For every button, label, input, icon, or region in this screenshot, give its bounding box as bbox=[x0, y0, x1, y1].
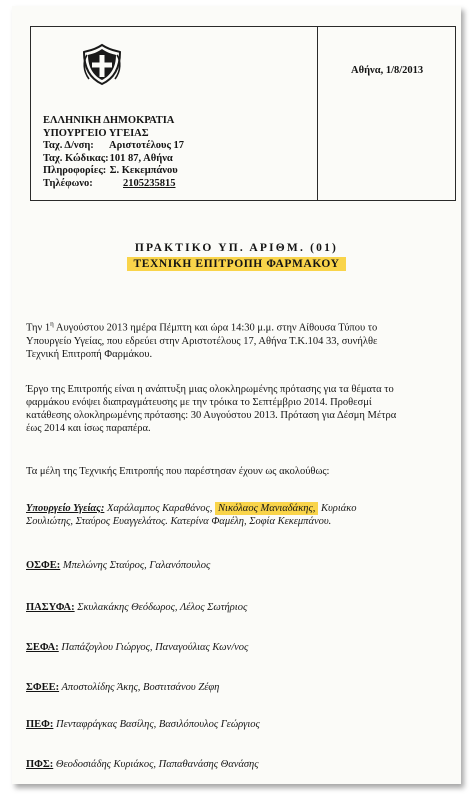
contact-value: Σ. Κεκεμπάνου bbox=[109, 165, 178, 176]
document-date: Αθήνα, 1/8/2013 bbox=[351, 65, 424, 76]
contact-info bbox=[43, 165, 184, 178]
member-names: Παπάζογλου Γιώργος, Παναγούλιας Κων/νος bbox=[58, 642, 249, 653]
issuer-line: ΥΠΟΥΡΓΕΙΟ ΥΓΕΙΑΣ bbox=[43, 127, 149, 139]
issuer-line: ΕΛΛΗΝΙΚΗ ΔΗΜΟΚΡΑΤΙΑ bbox=[43, 115, 175, 126]
org-name: ΠΕΦ: bbox=[26, 719, 54, 730]
member-names: Πενταφράγκας Βασίλης, Βασιλόπουλος Γεώργιος bbox=[53, 719, 260, 730]
paragraph-meeting bbox=[26, 318, 461, 361]
contact-label: Πληροφορίες: bbox=[43, 165, 107, 176]
contact-value: 2105235815 bbox=[123, 177, 176, 189]
contact-label: Τηλέφωνο: bbox=[43, 177, 93, 189]
superscript: η bbox=[50, 320, 54, 328]
member-row bbox=[26, 758, 461, 771]
paragraph-line: Έργο της Επιτροπής είναι η ανάπτυξη μιας ολοκληρωμένης πρότασης για τα θέματα το bbox=[26, 384, 394, 395]
contact-phone bbox=[43, 178, 184, 191]
member-names: Κυριάκο bbox=[318, 503, 357, 514]
document-title: ΠΡΑΚΤΙΚΟ ΥΠ. ΑΡΙΘΜ. (01) bbox=[134, 242, 339, 254]
contact-postcode bbox=[43, 153, 184, 166]
paragraph-purpose bbox=[26, 383, 461, 435]
document-subtitle: ΤΕΧΝΙΚΗ ΕΠΙΤΡΟΠΗ ΦΑΡΜΑΚΟΥ bbox=[127, 257, 345, 271]
org-name: ΠΦΣ: bbox=[26, 759, 54, 770]
member-row bbox=[26, 559, 461, 572]
org-name: ΠΑΣΥΦΑ: bbox=[26, 602, 75, 613]
members-line: Σουλιώτης, Σταύρος Ευαγγελάτος. Κατερίνα Φαμέλη, Σοφία Κεκεμπάνου. bbox=[26, 516, 332, 527]
document-page bbox=[12, 6, 461, 784]
ministry-members bbox=[26, 502, 461, 528]
contact-label: Ταχ. Δ/νση: bbox=[43, 140, 94, 151]
member-row bbox=[26, 641, 461, 654]
contact-label: Ταχ. Κώδικας: bbox=[43, 152, 109, 164]
paragraph-line: κατάθεσης ολοκληρωμένης πρότασης: 30 Αυγούστου 2013. Πρόταση για Δέσμη Μέτρα bbox=[26, 410, 397, 421]
letterhead-box bbox=[30, 26, 456, 201]
text-run: Αυγούστου 2013 ημέρα Πέμπτη και ώρα 14:30 μ.μ. στην Αίθουσα Τύπου το bbox=[53, 322, 378, 334]
contact-value: 101 87, Αθήνα bbox=[109, 152, 173, 164]
paragraph-line bbox=[26, 318, 461, 335]
contact-address bbox=[43, 140, 184, 153]
org-name: ΣΦΕΕ: bbox=[26, 682, 60, 693]
paragraph-line: Υπουργείο Υγείας, που εδρεύει στην Αριστοτέλους 17, Αθήνα Τ.Κ.104 33, συνήλθε bbox=[26, 335, 378, 347]
member-names: Χαράλαμπος Καραθάνος, bbox=[104, 503, 213, 514]
member-row bbox=[26, 601, 461, 614]
text-run: Την 1 bbox=[26, 322, 51, 334]
members-intro: Τα μέλη της Τεχνικής Επιτροπής που παρέστησαν έχουν ως ακολούθως: bbox=[26, 466, 330, 477]
issuer-block bbox=[43, 115, 184, 190]
members-line bbox=[26, 502, 461, 515]
contact-value: Αριστοτέλους 17 bbox=[109, 140, 185, 151]
paragraph-line: φαρμάκου ενόψει διαπραγμάτευσης με την τρόικα το Σεπτέμβριο 2014. Προθεσμί bbox=[26, 397, 372, 408]
member-names: Θεοδοσιάδης Κυριάκος, Παπαθανάσης Θανάσης bbox=[53, 759, 259, 770]
org-name: ΣΕΦΑ: bbox=[26, 642, 59, 653]
member-names: Σκυλακάκης Θεόδωρος, Λέλος Σωτήριος bbox=[74, 602, 248, 613]
greek-coat-of-arms-icon bbox=[79, 41, 125, 87]
member-row bbox=[26, 718, 461, 731]
paragraph-line: έως 2014 και ίσως παραπέρα. bbox=[26, 423, 151, 434]
title-block bbox=[12, 242, 461, 272]
letterhead-divider bbox=[317, 27, 318, 200]
org-name: ΟΣΦΕ: bbox=[26, 560, 61, 571]
member-names: Μπελώνης Σταύρος, Γαλανόπουλος bbox=[60, 560, 211, 571]
highlighted-member-name: Νικόλαος Μανιαδάκης, bbox=[215, 502, 318, 515]
org-name: Υπουργείο Υγείας: bbox=[26, 503, 105, 514]
member-names: Αποστολίδης Άκης, Βοστιτσάνου Ζέφη bbox=[59, 682, 220, 693]
paragraph-line: Τεχνική Επιτροπή Φαρμάκου. bbox=[26, 348, 153, 360]
member-row bbox=[26, 681, 461, 694]
